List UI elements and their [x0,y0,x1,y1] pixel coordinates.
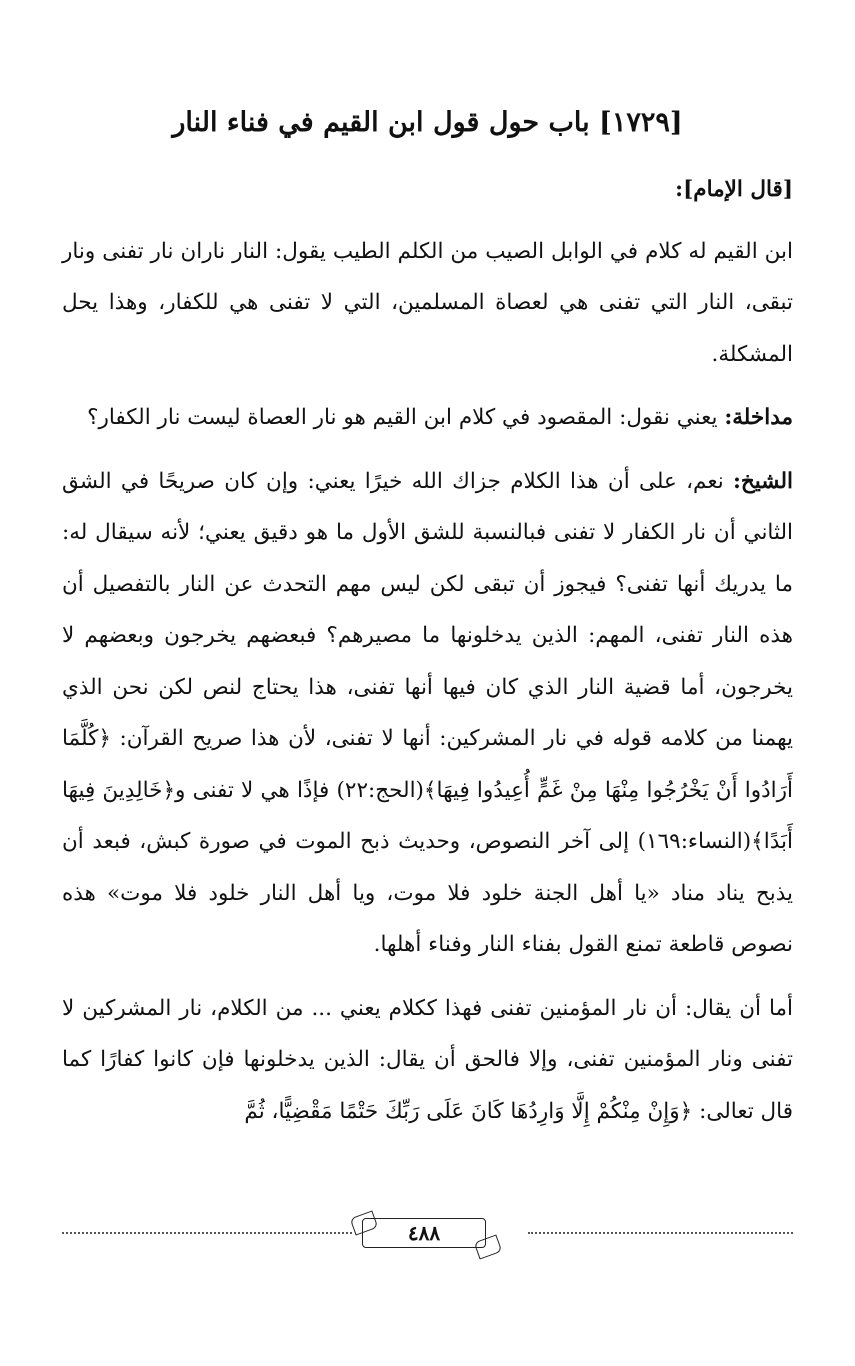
paragraph-text: أما أن يقال: أن نار المؤمنين تفنى فهذا ككلام يعني ... من الكلام، نار المشركين لا تفنى ونار المؤمنين تفنى، وإلا فالحق أن يقال: الذين يدخلونها فإن كانوا كفارًا كما قال تعالى: ﴿وَإِنْ مِنْكُمْ إِلَّا وَارِدُهَا كَانَ عَلَى رَبِّكَ حَتْمًا مَقْضِيًّا، ثُمَّ [62,995,793,1124]
section-label: [قال الإمام]: [675,177,793,202]
speaker-label: الشيخ: [732,468,793,494]
paragraph-3 [62,456,793,971]
page-footer [62,1218,793,1278]
paragraph-1 [62,226,793,381]
footer-dotted-rule-right [528,1232,793,1234]
page-number: ٤٨٨ [362,1218,486,1248]
paragraph-text: يعني نقول: المقصود في كلام ابن القيم هو نار العصاة ليست نار الكفار؟ [87,405,725,430]
speaker-label: مداخلة: [724,405,793,430]
footer-dotted-rule-left [62,1232,352,1234]
paragraph-4 [62,983,793,1138]
paragraph-2 [62,392,793,444]
paragraph-text: ابن القيم له كلام في الوابل الصيب من الكلم الطيب يقول: النار ناران نار تفنى ونار تبقى، النار التي تفنى هي لعصاة المسلمين، التي لا تفنى هي للكفار، وهذا يحل المشكلة. [62,238,793,367]
chapter-title: [١٧٢٩] باب حول قول ابن القيم في فناء النار [172,107,683,138]
paragraph-text: نعم، على أن هذا الكلام جزاك الله خيرًا يعني: وإن كان صريحًا في الشق الثاني أن نار الكفار لا تفنى فبالنسبة للشق الأول ما هو دقيق يعني؛ لأنه سيقال له: ما يدريك أنها تفنى؟ فيجوز أن تبقى لكن ليس مهم التحدث عن النار بالتفصيل أن هذه النار تفنى، المهم: الذين يدخلونها ما مصيرهم؟ فبعضهم يخرجون وبعضهم لا يخرجون، أما قضية النار الذي كان فيها أنها تفنى، هذا يحتاج لنص لكن نحن الذي يهمنا من كلامه قوله في نار المشركين: أنها لا تفنى، لأن هذا صريح القرآن: ﴿كُلَّمَا أَرَادُوا أَنْ يَخْرُجُوا مِنْهَا مِنْ غَمٍّ أُعِيدُوا فِيهَا﴾(الحج:٢٢) فإذًا هي لا تفنى و﴿خَالِدِينَ فِيهَا أَبَدًا﴾(النساء:١٦٩) إلى آخر النصوص، وحديث ذبح الموت في صورة كبش، فبعد أن يذبح يناد مناد «يا أهل الجنة خلود فلا موت، ويا أهل النار خلود فلا موت» هذه نصوص قاطعة تمنع القول بفناء النار وفناء أهلها. [62,468,793,957]
